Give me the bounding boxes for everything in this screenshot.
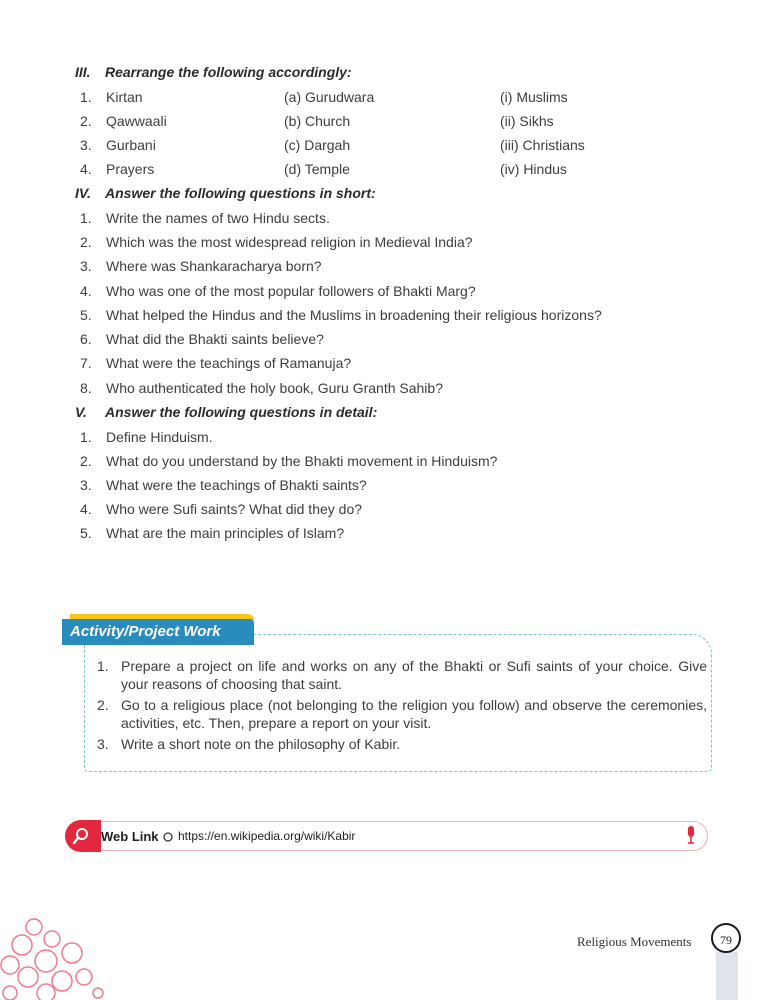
chapter-title: Religious Movements (577, 934, 692, 949)
match-b: (d) Temple (284, 161, 350, 177)
list-item: 4. Prayers (80, 161, 155, 177)
list-item: 4. Who were Sufi saints? What did they do? (80, 501, 363, 517)
activity-item: 3. Write a short note on the philosophy of Kabir. (97, 736, 401, 752)
section-5-heading: V. Answer the following questions in detail: (75, 404, 378, 420)
list-item: 2. What do you understand by the Bhakti movement in Hinduism? (80, 453, 498, 469)
list-item: 1. Define Hinduism. (80, 429, 213, 445)
list-item: 2. Qawwaali (80, 113, 167, 129)
activity-item: 2. Go to a religious place (not belonging to the religion you follow) and observe the ceremonies, activities, etc. Then, prepare a report on your visit. (97, 697, 707, 731)
list-item: 1. Write the names of two Hindu sects. (80, 210, 330, 226)
match-c: (iv) Hindus (500, 161, 567, 177)
list-item: 1. Kirtan (80, 89, 143, 105)
list-item: 5. What are the main principles of Islam? (80, 525, 345, 541)
microphone-icon[interactable] (686, 826, 696, 844)
web-link-label: Web Link (101, 829, 159, 844)
match-c: (i) Muslims (500, 89, 568, 105)
list-item: 5. What helped the Hindus and the Muslims in broadening their religious horizons? (80, 307, 602, 323)
search-icon (65, 820, 101, 852)
activity-item: 1. Prepare a project on life and works on any of the Bhakti or Sufi saints of your choice. Give your reasons of choosing that saint. (97, 658, 707, 692)
match-c: (ii) Sikhs (500, 113, 554, 129)
match-c: (iii) Christians (500, 137, 585, 153)
page-number: 79 (711, 923, 741, 953)
list-item: 2. Which was the most widespread religion in Medieval India? (80, 234, 473, 250)
match-b: (b) Church (284, 113, 351, 129)
list-item: 6. What did the Bhakti saints believe? (80, 331, 324, 347)
list-item: 8. Who authenticated the holy book, Guru Granth Sahib? (80, 380, 443, 396)
list-item: 4. Who was one of the most popular followers of Bhakti Marg? (80, 283, 476, 299)
radio-icon (162, 831, 174, 843)
section-3-heading: III. Rearrange the following accordingly: (75, 64, 352, 80)
web-link-url[interactable]: https://en.wikipedia.org/wiki/Kabir (178, 829, 356, 843)
decorative-circles-icon (0, 915, 110, 1000)
list-item: 7. What were the teachings of Ramanuja? (80, 355, 352, 371)
list-item: 3. What were the teachings of Bhakti saints? (80, 477, 367, 493)
list-item: 3. Gurbani (80, 137, 156, 153)
match-b: (c) Dargah (284, 137, 351, 153)
match-b: (a) Gurudwara (284, 89, 375, 105)
page-strip (716, 952, 738, 1000)
list-item: 3. Where was Shankaracharya born? (80, 258, 322, 274)
section-4-heading: IV. Answer the following questions in short: (75, 185, 376, 201)
activity-title: Activity/Project Work (62, 619, 254, 645)
